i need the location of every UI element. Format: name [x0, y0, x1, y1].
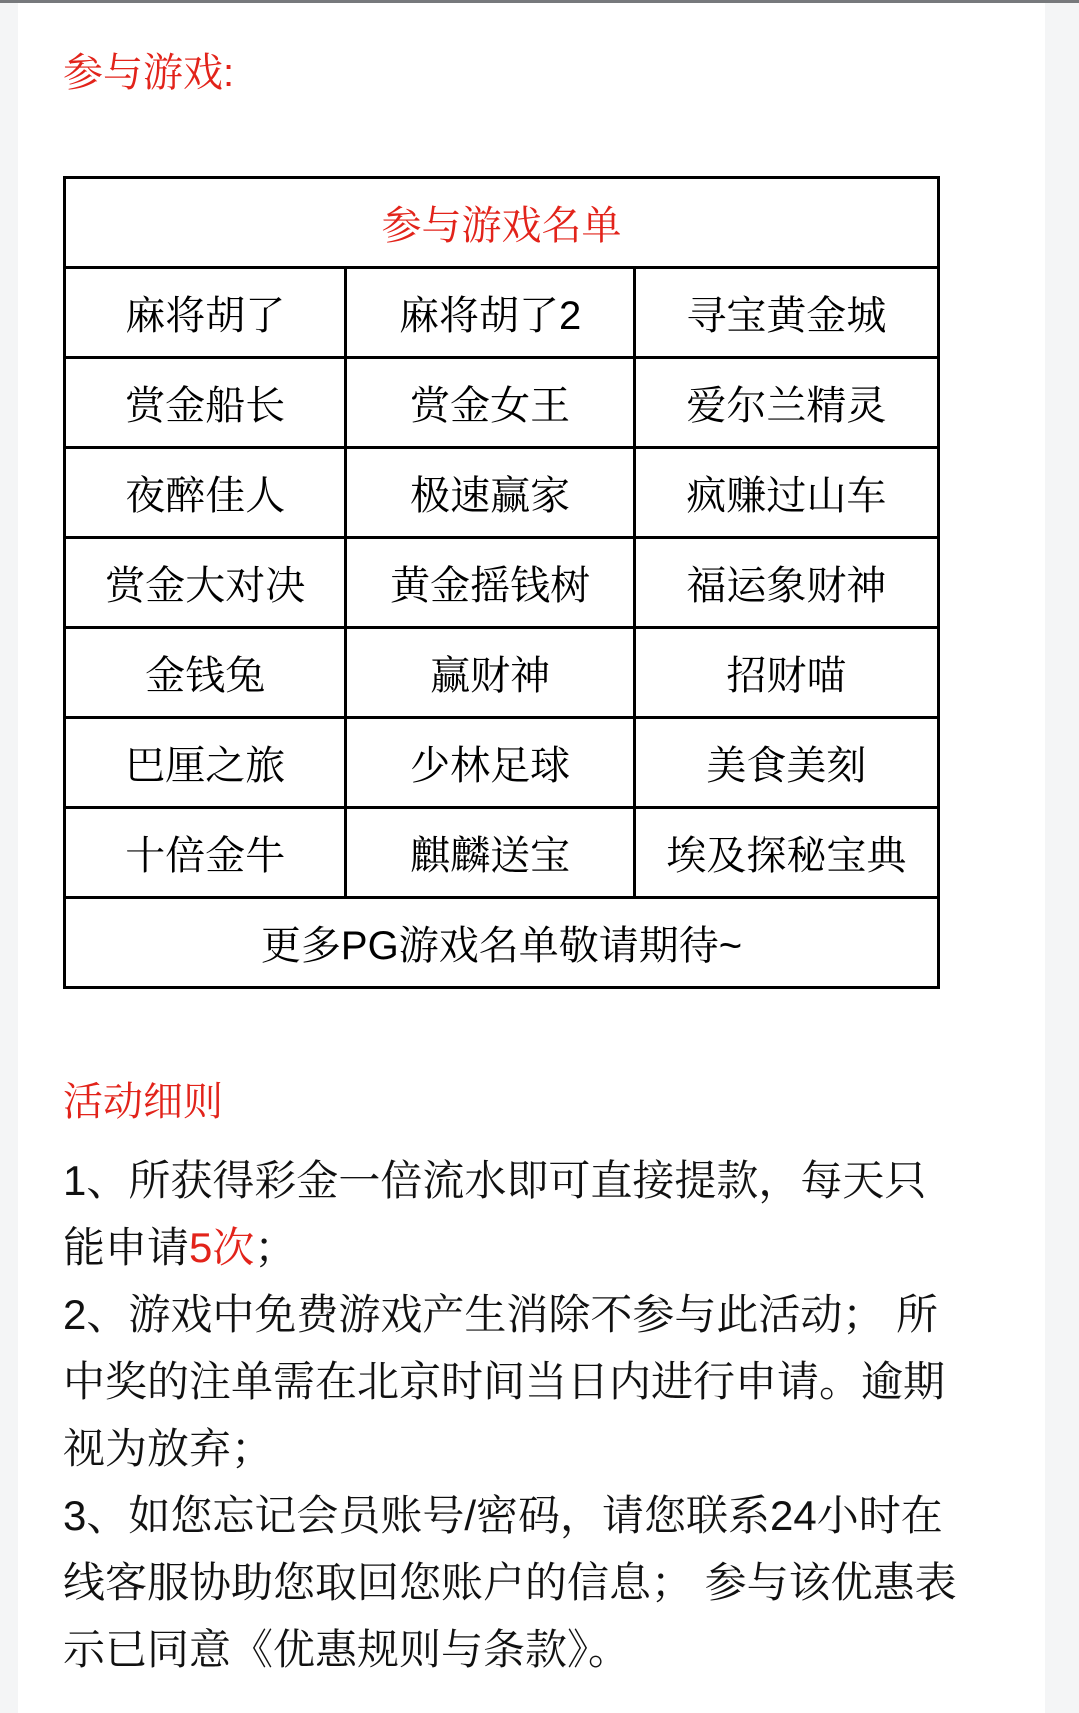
game-name-cell: 金钱兔	[65, 628, 346, 718]
game-name-cell: 黄金摇钱树	[346, 538, 634, 628]
games-table-body	[65, 268, 939, 898]
game-name-cell: 极速赢家	[346, 448, 634, 538]
game-name-cell: 埃及探秘宝典	[634, 808, 938, 898]
rule-line	[63, 1214, 993, 1281]
games-table	[63, 176, 940, 989]
rule-text: 中奖的注单需在北京时间当日内进行申请。逾期	[63, 1358, 946, 1405]
rule-line	[63, 1147, 993, 1214]
rule-line	[63, 1482, 993, 1549]
rule-text: 视为放弃；	[63, 1425, 274, 1472]
game-name-cell: 巴厘之旅	[65, 718, 346, 808]
rule-text: 2、游戏中免费游戏产生消除不参与此活动； 所	[63, 1291, 939, 1338]
rule-text: 能申请	[63, 1224, 190, 1271]
rule-line	[63, 1616, 993, 1683]
promo-page	[18, 3, 1045, 1713]
game-name-cell: 疯赚过山车	[634, 448, 938, 538]
content-area	[18, 3, 1045, 1683]
games-table-footer: 更多PG游戏名单敬请期待~	[65, 898, 939, 988]
table-row	[65, 268, 939, 358]
game-name-cell: 麒麟送宝	[346, 808, 634, 898]
table-row	[65, 718, 939, 808]
games-table-title: 参与游戏名单	[65, 178, 939, 268]
game-name-cell: 麻将胡了	[65, 268, 346, 358]
participating-games-heading: 参与游戏:	[63, 51, 235, 95]
rule-line	[63, 1348, 993, 1415]
rule-line	[63, 1281, 993, 1348]
game-name-cell: 爱尔兰精灵	[634, 358, 938, 448]
table-row	[65, 628, 939, 718]
game-name-cell: 赏金女王	[346, 358, 634, 448]
activity-rules-heading: 活动细则	[63, 1080, 223, 1124]
rule-text: 示已同意《优惠规则与条款》。	[63, 1626, 631, 1673]
game-name-cell: 十倍金牛	[65, 808, 346, 898]
rule-text: 1、所获得彩金一倍流水即可直接提款，每天只	[63, 1157, 927, 1204]
table-row	[65, 538, 939, 628]
rules-text	[63, 1147, 993, 1683]
game-name-cell: 赢财神	[346, 628, 634, 718]
rule-line	[63, 1415, 993, 1482]
game-name-cell: 招财喵	[634, 628, 938, 718]
rule-line	[63, 1549, 993, 1616]
games-table-header-row	[65, 178, 939, 268]
rule-text: 3、如您忘记会员账号/密码，请您联系24小时在	[63, 1492, 943, 1539]
game-name-cell: 赏金船长	[65, 358, 346, 448]
game-name-cell: 寻宝黄金城	[634, 268, 938, 358]
game-name-cell: 赏金大对决	[65, 538, 346, 628]
games-table-footer-row	[65, 898, 939, 988]
game-name-cell: 福运象财神	[634, 538, 938, 628]
table-row	[65, 358, 939, 448]
game-name-cell: 麻将胡了2	[346, 268, 634, 358]
game-name-cell: 夜醉佳人	[65, 448, 346, 538]
table-row	[65, 448, 939, 538]
highlighted-limit-text: 5次	[189, 1224, 255, 1271]
rule-text: ；	[254, 1224, 297, 1271]
table-row	[65, 808, 939, 898]
game-name-cell: 美食美刻	[634, 718, 938, 808]
game-name-cell: 少林足球	[346, 718, 634, 808]
rule-text: 线客服协助您取回您账户的信息； 参与该优惠表	[63, 1559, 957, 1606]
